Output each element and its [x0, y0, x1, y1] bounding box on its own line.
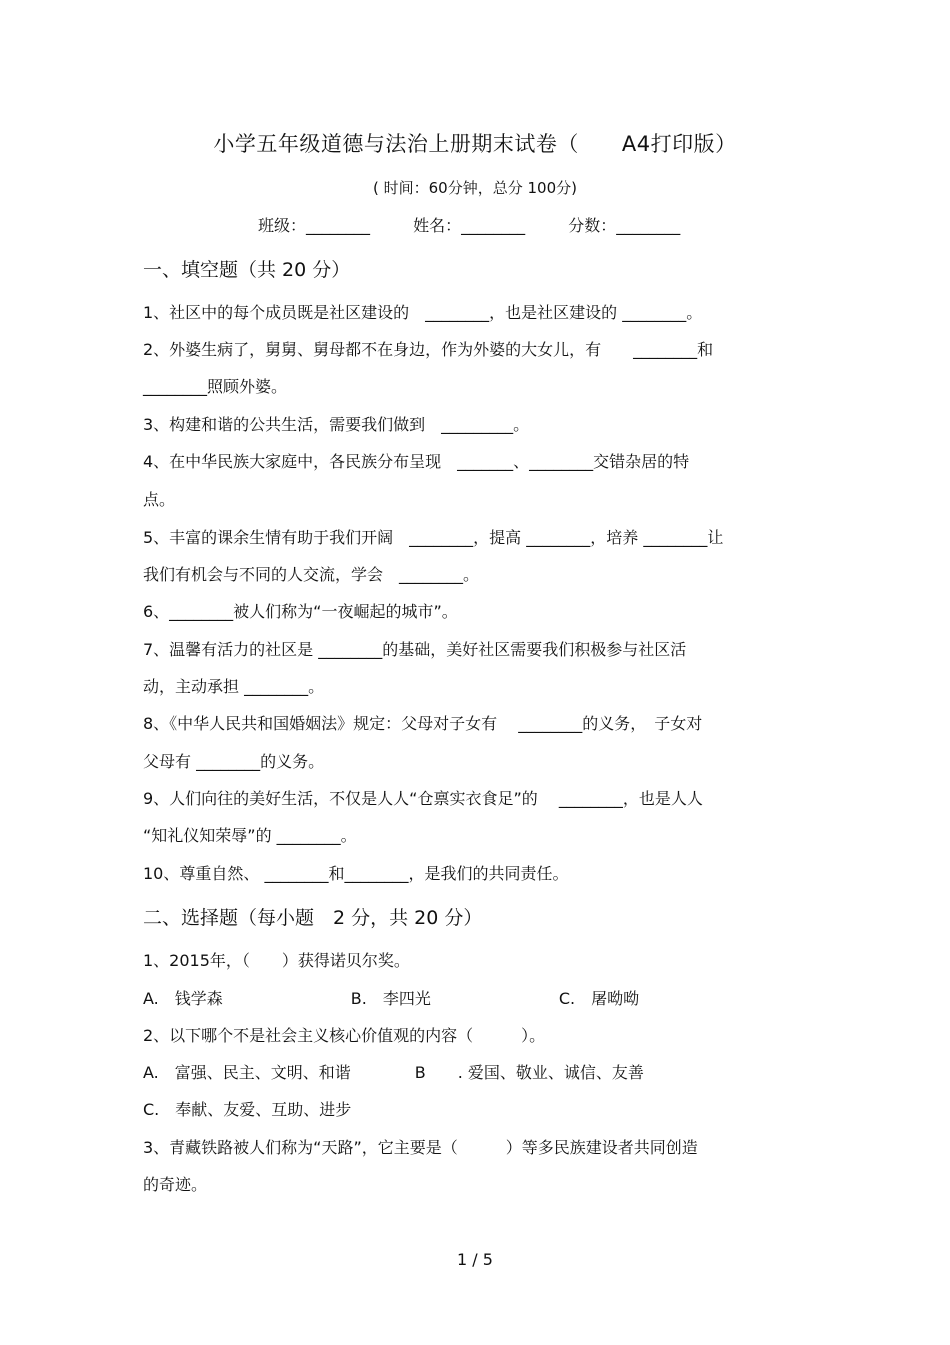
question-line: 5、丰富的课余生情有助于我们开阔 ________，提高 ________，培养 ________让 — [143, 528, 724, 547]
question-line: 2、以下哪个不是社会主义核心价值观的内容（ ）。 — [143, 1026, 546, 1045]
name-field: 姓名：________ — [413, 216, 526, 235]
section-heading: 一、填空题（共 20 分） — [143, 259, 351, 281]
question-line: ________照顾外婆。 — [143, 377, 288, 396]
question-line: 动，主动承担 ________。 — [143, 677, 325, 696]
section-heading: 二、选择题（每小题 2 分，共 20 分） — [143, 907, 483, 929]
question-line: 4、在中华民族大家庭中，各民族分布呈现 _______、________交错杂居的特 — [143, 452, 690, 471]
question-line: 1、社区中的每个成员既是社区建设的 ________，也是社区建设的 ________。 — [143, 303, 703, 322]
question-line: 父母有 ________的义务。 — [143, 752, 325, 771]
question-line: 2、外婆生病了，舅舅、舅母都不在身边，作为外婆的大女儿，有 ________和 — [143, 340, 714, 359]
score-field: 分数：________ — [568, 216, 681, 235]
question-line: 7、温馨有活力的社区是 ________的基础，美好社区需要我们积极参与社区活 — [143, 640, 687, 659]
question-line: 3、构建和谐的公共生活，需要我们做到 _________。 — [143, 415, 530, 434]
page-title: 小学五年级道德与法治上册期末试卷（ A4打印版） — [213, 132, 737, 156]
option-line: C. 奉献、友爱、互助、进步 — [143, 1100, 352, 1119]
question-line: 10、尊重自然、 ________和________，是我们的共同责任。 — [143, 864, 569, 883]
student-info — [258, 213, 718, 236]
question-line: 的奇迹。 — [143, 1175, 208, 1194]
question-line: 3、青藏铁路被人们称为“天路”，它主要是（ ）等多民族建设者共同创造 — [143, 1138, 698, 1157]
page-number: 1 / 5 — [457, 1250, 493, 1269]
exam-time-score: ( 时间：60分钟，总分 100分) — [373, 179, 577, 197]
question-line: 8、《中华人民共和国婚姻法》规定：父母对子女有 ________的义务， 子女对 — [143, 714, 703, 733]
option-line: A. 富强、民主、文明、和谐 B . 爱国、敬业、诚信、友善 — [143, 1063, 644, 1082]
question-line: 6、________被人们称为“一夜崛起的城市”。 — [143, 602, 458, 621]
class-field: 班级：________ — [258, 216, 371, 235]
question-line: “知礼仪知荣辱”的 ________。 — [143, 826, 357, 845]
question-line: 1、2015年，（ ）获得诺贝尔奖。 — [143, 951, 410, 970]
question-line: 我们有机会与不同的人交流，学会 ________。 — [143, 565, 480, 584]
question-line: 9、人们向往的美好生活，不仅是人人“仓禀实衣食足”的 ________，也是人人 — [143, 789, 703, 808]
option-line: A. 钱学森 B. 李四光 C. 屠呦呦 — [143, 989, 640, 1008]
question-line: 点。 — [143, 490, 176, 509]
